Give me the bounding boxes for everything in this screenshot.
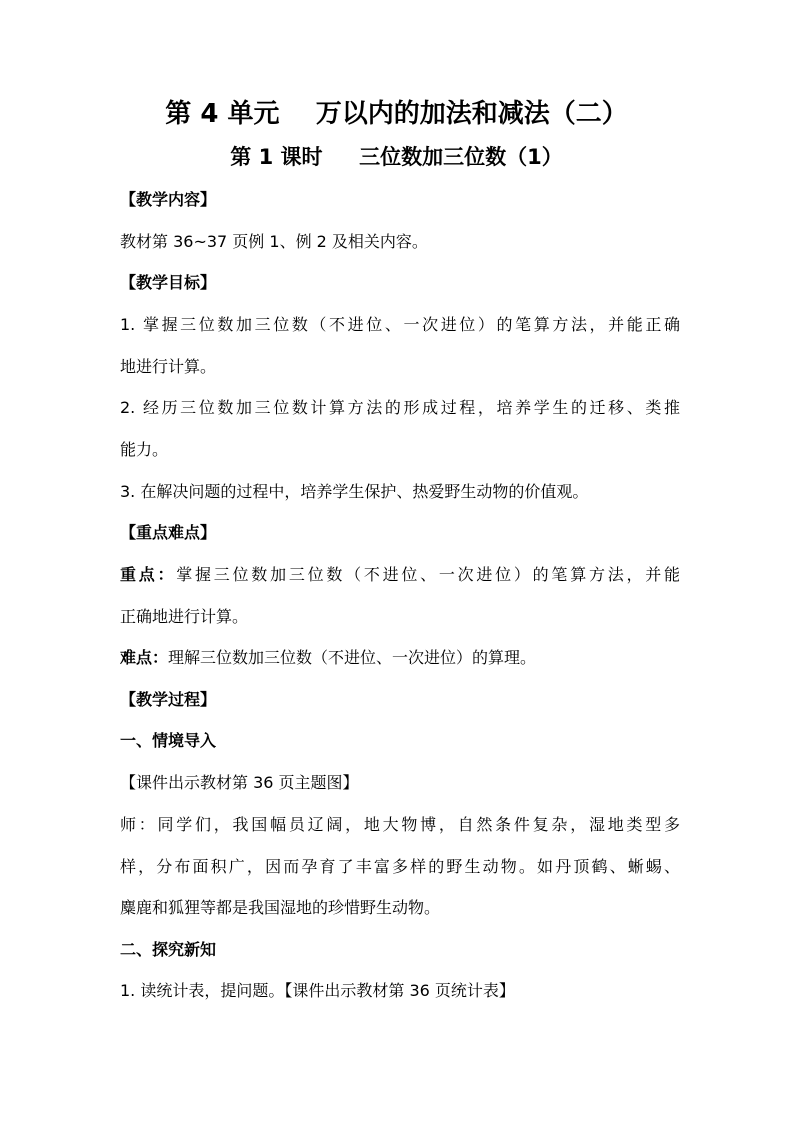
teaching-content-text: 教材第 36~37 页例 1、例 2 及相关内容。 <box>120 232 428 251</box>
teacher-speech-line-2: 样，分布面积广，因而孕育了丰富多样的野生动物。如丹顶鹤、蜥蜴、 <box>120 857 680 876</box>
courseware-theme-image: 【课件出示教材第 36 页主题图】 <box>120 773 359 792</box>
section-scene-intro: 一、情境导入 <box>120 731 217 750</box>
key-point-line-2: 正确地进行计算。 <box>120 607 249 626</box>
heading-key-difficult: 【重点难点】 <box>120 523 217 542</box>
step-1-read-table: 1. 读统计表，提问题。【课件出示教材第 36 页统计表】 <box>120 981 515 1000</box>
key-point-line-1 <box>120 564 680 586</box>
goal-1-line-2: 地进行计算。 <box>120 357 217 376</box>
heading-teaching-process: 【教学过程】 <box>120 690 217 709</box>
unit-title: 第 4 单元 万以内的加法和减法（二） <box>165 99 628 129</box>
difficult-point-label: 难点： <box>120 648 169 667</box>
goal-3: 3. 在解决问题的过程中，培养学生保护、热爱野生动物的价值观。 <box>120 482 589 501</box>
goal-2-line-1: 2. 经历三位数加三位数计算方法的形成过程，培养学生的迁移、类推 <box>120 398 680 417</box>
goal-1-line-1: 1. 掌握三位数加三位数（不进位、一次进位）的笔算方法，并能正确 <box>120 315 680 334</box>
goal-2-line-2: 能力。 <box>120 440 169 459</box>
difficult-point-text: 理解三位数加三位数（不进位、一次进位）的算理。 <box>168 648 537 667</box>
heading-teaching-goals: 【教学目标】 <box>120 273 217 292</box>
key-point-label: 重点： <box>120 565 177 584</box>
teacher-speech-line-1: 师：同学们，我国幅员辽阔，地大物博，自然条件复杂，湿地类型多 <box>120 815 680 834</box>
difficult-point <box>120 647 680 669</box>
section-explore-new: 二、探究新知 <box>120 940 217 959</box>
teacher-speech-line-3: 麋鹿和狐狸等都是我国湿地的珍惜野生动物。 <box>120 898 441 917</box>
key-point-text: 掌握三位数加三位数（不进位、一次进位）的笔算方法，并能 <box>176 565 680 584</box>
lesson-title: 第 1 课时 三位数加三位数（1） <box>230 145 563 169</box>
heading-teaching-content: 【教学内容】 <box>120 190 217 209</box>
